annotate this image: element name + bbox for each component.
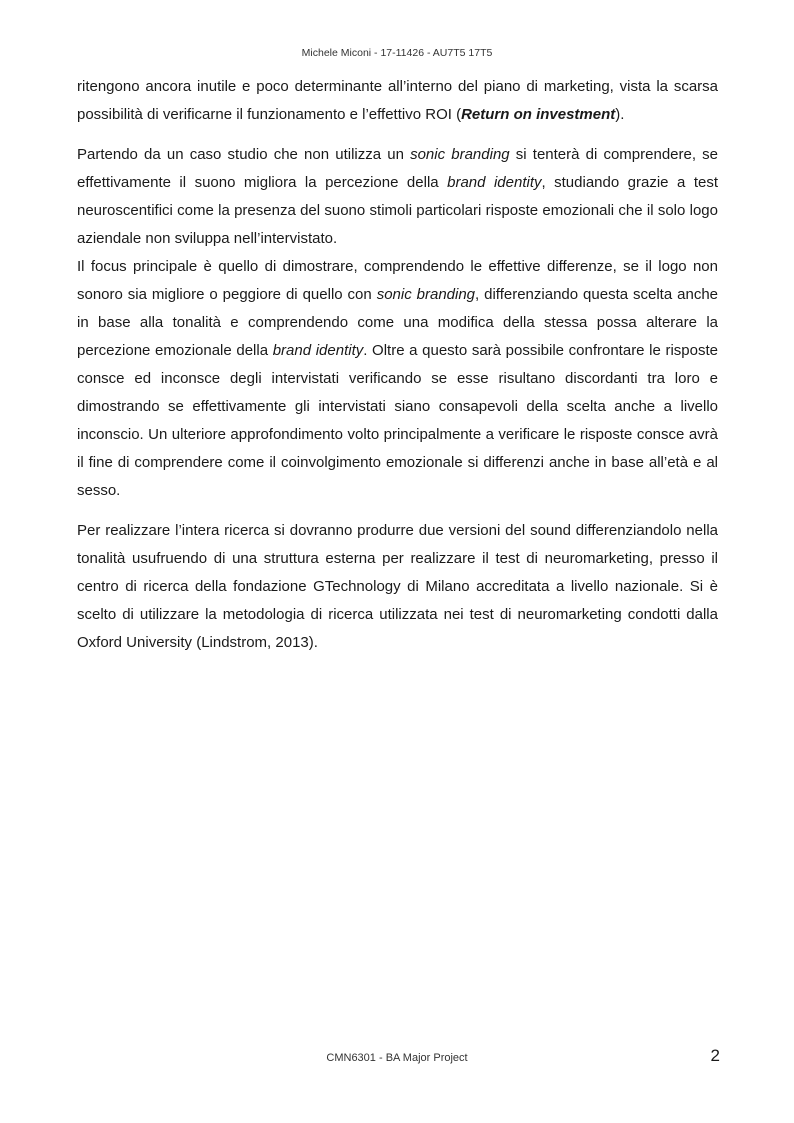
paragraph-2: Partendo da un caso studio che non utilizza un sonic branding si tenterà di comprendere, se effettivamente il suono migliora la percezione della brand identity, studiando grazie a test neuroscentifici come la presenza del suono stimoli particolari risposte emozionali che il solo logo aziendale non sviluppa nell’intervistato. (77, 146, 718, 247)
page-number: 2 (710, 1046, 720, 1065)
paragraph-1: ritengono ancora inutile e poco determinante all’interno del piano di marketing, vista la scarsa possibilità di verificarne il funzionamento e l’effettivo ROI (Return on investment). (77, 78, 718, 123)
sonic-branding-term: sonic branding (376, 286, 476, 303)
paragraph-3: Il focus principale è quello di dimostrare, comprendendo le effettive differenze, se il logo non sonoro sia migliore o peggiore di quello con sonic branding, differenziando questa scelta anche in base alla tonalità e comprendendo come una modifica della stessa possa alterare la percezione emozionale della brand identity. Oltre a questo sarà possibile confrontare le risposte consce ed inconsce degli intervistati verificando se esse risultano discordanti tra loro e dimostrando se effettivamente gli intervistati siano consapevoli della scelta anche a livello inconscio. Un ulteriore approfondimento volto principalmente a verificare le risposte consce avrà il fine di comprendere come il coinvolgimento emozionale si differenzi anche in base all’età e al sesso. (77, 258, 719, 499)
sonic-branding-term: sonic branding (410, 146, 510, 163)
brand-identity-term: brand identity (447, 174, 542, 191)
footer-course-label: CMN6301 - BA Major Project (326, 1052, 468, 1064)
running-header: Michele Miconi - 17-11426 - AU7T5 17T5 (301, 47, 493, 59)
roi-term: Return on investment (461, 106, 616, 123)
paragraph-4: Per realizzare l’intera ricerca si dovranno produrre due versioni del sound differenziandolo nella tonalità usufruendo di una struttura esterna per realizzare il test di neuromarketing, presso il centro di ricerca della fondazione GTechnology di Milano accreditata a livello nazionale. Si è scelto di utilizzare la metodologia di ricerca utilizzata nei test di neuromarketing condotti dalla Oxford University (Lindstrom, 2013). (77, 522, 718, 651)
document-body (77, 73, 718, 657)
brand-identity-term: brand identity (272, 342, 364, 359)
